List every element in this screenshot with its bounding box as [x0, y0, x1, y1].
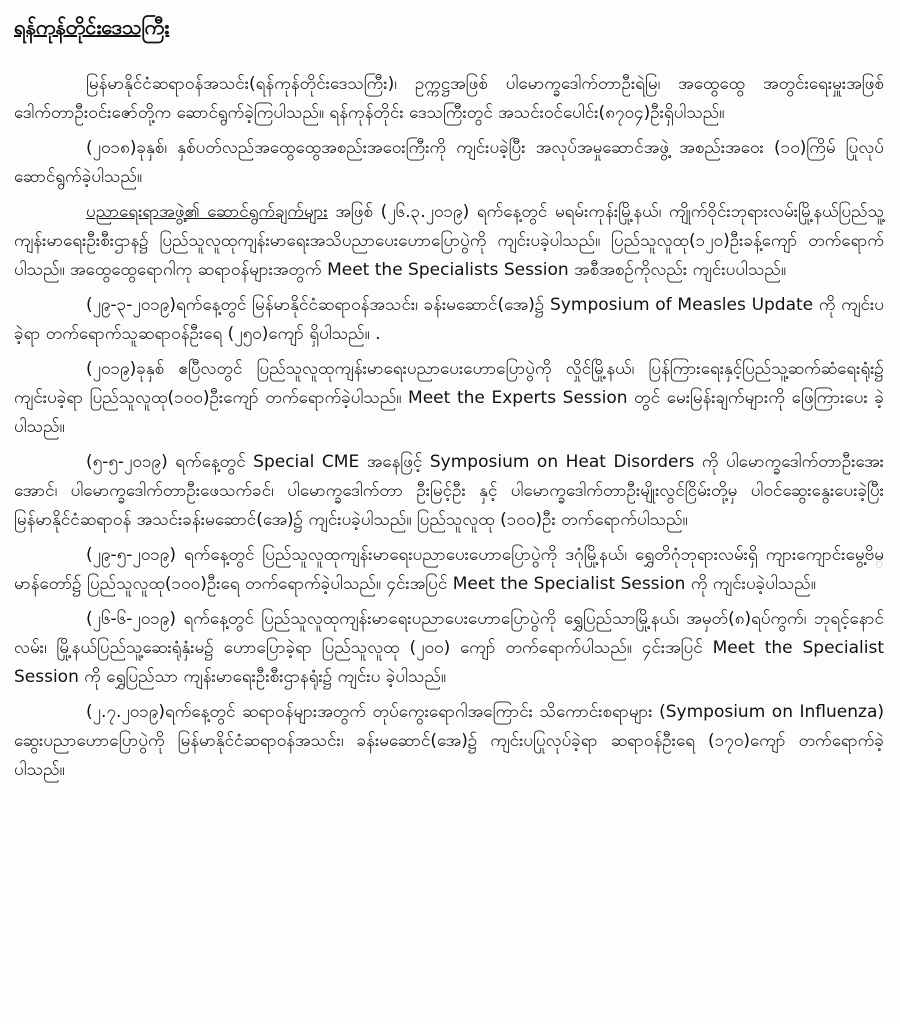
paragraph-9: (၂.၇.၂၀၁၉)ရက်နေ့တွင် ဆရာဝန်များအတွက် တုပ်ကွေးရောဂါအကြောင်း သိကောင်းစရာများ (Symposium on Influenza) ဆွေးပညာဟောပြောပွဲကို မြန်မာနိုင်ငံဆရာဝန်အသင်း၊ ခန်းမဆောင်(အေ)၌ ကျင်းပပြုလုပ်ခဲ့ရာ ဆရာဝန်ဦးရေ (၁၇၀)ကျော် တက်ရောက်ခဲ့ပါသည်။ [14, 702, 884, 780]
paragraph-3-body: အဖြစ် (၂၆.၃.၂၀၁၉) ရက်နေ့တွင် မရမ်းကုန်းမြို့နယ်၊ ကျိုက်ဝိုင်းဘုရားလမ်းမြို့နယ်ပြည်သူ့ကျန်းမာရေးဦးစီးဌာန၌ ပြည်သူလူထုကျန်းမာရေးအသိပညာပေးဟောပြောပွဲကို ကျင်းပခဲ့ပါသည်။ ပြည်သူလူထု(၁၂၀)ဦးခန့်ကျော် တက်ရောက်ပါသည်။ အထွေထွေရောဂါကု ဆရာဝန်များအတွက် Meet the Specialists Session အစီအစဉ်ကိုလည်း ကျင်းပပါသည်။ [14, 202, 885, 280]
paragraph-8: (၂၆-၆-၂၀၁၉) ရက်နေ့တွင် ပြည်သူလူထုကျန်းမာရေးပညာပေးဟောပြောပွဲကို ရွှေပြည်သာမြို့နယ်၊ အမှတ်(၈)ရပ်ကွက်၊ ဘုရင့်နောင်လမ်း၊ မြို့နယ်ပြည်သူ့ဆေးရုံနှံးမ၌ ဟောပြောခဲ့ရာ ပြည်သူလူထု (၂၀၀) ကျော် တက်ရောက်ပါသည်။ ၄င်းအပြင် Meet the Specialist Session ကို ရွှေပြည်သာ ကျန်းမာရေးဦးစီးဌာနရုံး၌ ကျင်းပ ခဲ့ပါသည်။ [14, 609, 884, 687]
paragraph-4: (၂၉-၃-၂၀၁၉)ရက်နေ့တွင် မြန်မာနိုင်ငံဆရာဝန်အသင်း၊ ခန်းမဆောင်(အေ)၌ Symposium of Measles Update ကို ကျင်းပခဲ့ရာ တက်ရောက်သူဆရာဝန်ဦးရေ (၂၅၀)ကျော် ရှိပါသည်။ . [14, 295, 884, 344]
paragraph-3 [14, 198, 884, 285]
paragraph-2: (၂၀၁၈)ခုနှစ်၊ နှစ်ပတ်လည်အထွေထွေအစည်းအဝေးကြီးကို ကျင်းပခဲ့ပြီး အလုပ်အမှုဆောင်အဖွဲ့ အစည်းအဝေး (၁၀)ကြိမ် ပြုလုပ်ဆောင်ရွက်ခဲ့ပါသည်။ [14, 138, 884, 187]
document-title: ရန်ကုန်တိုင်းဒေသကြီး [14, 15, 170, 39]
paragraph-7: (၂၉-၅-၂၀၁၉) ရက်နေ့တွင် ပြည်သူလူထုကျန်းမာရေးပညာပေးဟောပြောပွဲကို ဒဂုံမြို့နယ်၊ ရွှေတိဂုံဘုရားလမ်းရှိ ကျားကျောင်းမွေ့ဗိမ္မာန်တော်၌ ပြည်သူလူထု(၁၀၀)ဦးရေ တက်ရောက်ခဲ့ပါသည်။ ၄င်းအပြင် Meet the Specialist Session ကို ကျင်းပခဲ့ပါသည်။ [14, 545, 884, 594]
section-lead-heading: ပညာရေးရာအဖွဲ့၏ ဆောင်ရွက်ချက်များ [86, 202, 328, 222]
paragraph-1: မြန်မာနိုင်ငံဆရာဝန်အသင်း(ရန်ကုန်တိုင်းဒေသကြီး)၊ ဥက္ကဋ္ဌအဖြစ် ပါမောက္ခဒေါက်တာဦးရဲမြ၊ အထွေထွေ အတွင်းရေးမှူးအဖြစ် ဒေါက်တာဦးဝင်းဇော်တို့က ဆောင်ရွက်ခဲ့ကြပါသည်။ ရန်ကုန်တိုင်း ဒေသကြီးတွင် အသင်းဝင်ပေါင်း(၈၇၀၄)ဦးရှိပါသည်။ [14, 74, 884, 123]
paragraph-5: (၂၀၁၉)ခုနှစ် ဧပြီလတွင် ပြည်သူလူထုကျန်းမာရေးပညာပေးဟောပြောပွဲကို လှိုင်မြို့နယ်၊ ပြန်ကြားရေးနှင့်ပြည်သူ့ဆက်ဆံရေးရုံး၌ ကျင်းပခဲ့ရာ ပြည်သူလူထု(၁၀၀)ဦးကျော် တက်ရောက်ခဲ့ပါသည်။ Meet the Experts Session တွင် မေးမြန်းချက်များကို ဖြေကြားပေး ခဲ့ပါသည်။ [14, 359, 884, 437]
paragraph-6: (၅-၅-၂၀၁၉) ရက်နေ့တွင် Special CME အနေဖြင့် Symposium on Heat Disorders ကို ပါမောက္ခဒေါက်တာဦးအေးအောင်၊ ပါမောက္ခဒေါက်တာဦးဖေသက်ခင်၊ ပါမောက္ခဒေါက်တာ ဦးမြင့်ဦး နှင့် ပါမောက္ခဒေါက်တာဦးမျိုးလွင်ငြိမ်းတို့မှ ပါဝင်ဆွေးနွေးပေးခဲ့ပြီး မြန်မာနိုင်ငံဆရာဝန် အသင်းခန်းမဆောင်(အေ)၌ ကျင်းပခဲ့ပါသည်။ ပြည်သူလူထု (၁၀၀)ဦး တက်ရောက်ပါသည်။ [14, 452, 884, 530]
